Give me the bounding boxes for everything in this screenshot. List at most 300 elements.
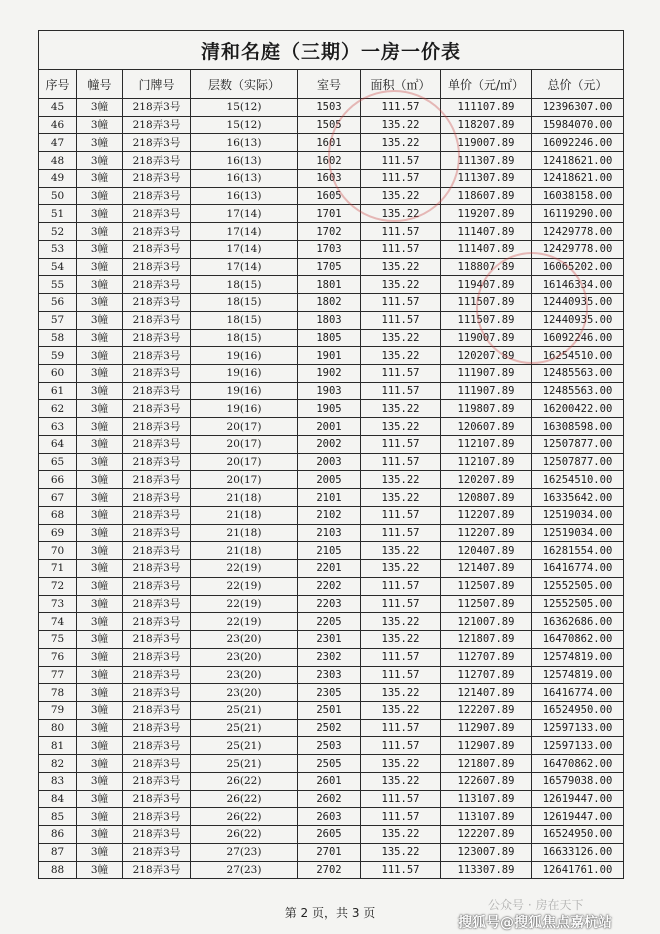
cell-total-price: 16362686.00	[532, 613, 624, 631]
cell-address: 218弄3号	[123, 772, 191, 790]
cell-floor: 20(17)	[191, 471, 298, 489]
cell-unit-price: 120207.89	[441, 471, 532, 489]
table-row	[39, 471, 624, 489]
cell-unit-price: 118607.89	[441, 187, 532, 205]
cell-floor: 20(17)	[191, 418, 298, 436]
cell-unit-price: 111507.89	[441, 311, 532, 329]
cell-address: 218弄3号	[123, 240, 191, 258]
cell-floor: 15(12)	[191, 99, 298, 117]
cell-area: 111.57	[361, 365, 441, 383]
watermark-source: 搜狐号@搜狐焦点嘉杭站	[458, 915, 612, 931]
cell-floor: 26(22)	[191, 808, 298, 826]
cell-room: 2605	[298, 826, 361, 844]
cell-floor: 22(19)	[191, 595, 298, 613]
header-row	[39, 70, 624, 99]
cell-building: 3幢	[77, 843, 123, 861]
cell-building: 3幢	[77, 240, 123, 258]
cell-total-price: 16470862.00	[532, 755, 624, 773]
table-row	[39, 99, 624, 117]
col-header-room: 室号	[298, 70, 361, 99]
cell-unit-price: 121807.89	[441, 631, 532, 649]
cell-address: 218弄3号	[123, 648, 191, 666]
price-table-sheet	[38, 30, 623, 879]
cell-address: 218弄3号	[123, 560, 191, 578]
cell-index: 88	[39, 861, 77, 879]
cell-room: 2001	[298, 418, 361, 436]
cell-index: 76	[39, 648, 77, 666]
cell-index: 58	[39, 329, 77, 347]
cell-building: 3幢	[77, 542, 123, 560]
cell-total-price: 12619447.00	[532, 790, 624, 808]
cell-index: 78	[39, 684, 77, 702]
cell-index: 66	[39, 471, 77, 489]
cell-address: 218弄3号	[123, 826, 191, 844]
cell-building: 3幢	[77, 737, 123, 755]
cell-area: 135.22	[361, 826, 441, 844]
cell-unit-price: 112707.89	[441, 666, 532, 684]
cell-area: 135.22	[361, 187, 441, 205]
cell-unit-price: 112207.89	[441, 506, 532, 524]
table-row	[39, 595, 624, 613]
cell-room: 1802	[298, 294, 361, 312]
cell-building: 3幢	[77, 382, 123, 400]
cell-building: 3幢	[77, 666, 123, 684]
cell-room: 1602	[298, 152, 361, 170]
cell-room: 1703	[298, 240, 361, 258]
cell-floor: 20(17)	[191, 435, 298, 453]
cell-room: 1705	[298, 258, 361, 276]
cell-unit-price: 112507.89	[441, 595, 532, 613]
cell-total-price: 12552505.00	[532, 577, 624, 595]
cell-floor: 16(13)	[191, 187, 298, 205]
cell-room: 2505	[298, 755, 361, 773]
cell-total-price: 16416774.00	[532, 684, 624, 702]
cell-building: 3幢	[77, 772, 123, 790]
cell-area: 135.22	[361, 116, 441, 134]
cell-floor: 25(21)	[191, 737, 298, 755]
table-row	[39, 772, 624, 790]
cell-address: 218弄3号	[123, 187, 191, 205]
table-row	[39, 631, 624, 649]
cell-room: 2502	[298, 719, 361, 737]
cell-total-price: 12507877.00	[532, 453, 624, 471]
cell-total-price: 16416774.00	[532, 560, 624, 578]
cell-area: 135.22	[361, 701, 441, 719]
cell-room: 2602	[298, 790, 361, 808]
cell-floor: 18(15)	[191, 276, 298, 294]
cell-index: 72	[39, 577, 77, 595]
cell-unit-price: 122207.89	[441, 701, 532, 719]
table-row	[39, 311, 624, 329]
cell-index: 55	[39, 276, 77, 294]
cell-address: 218弄3号	[123, 223, 191, 241]
cell-unit-price: 112907.89	[441, 719, 532, 737]
cell-floor: 22(19)	[191, 613, 298, 631]
table-row	[39, 790, 624, 808]
cell-unit-price: 111107.89	[441, 99, 532, 117]
cell-address: 218弄3号	[123, 311, 191, 329]
cell-address: 218弄3号	[123, 843, 191, 861]
cell-room: 2302	[298, 648, 361, 666]
cell-floor: 21(18)	[191, 506, 298, 524]
cell-address: 218弄3号	[123, 595, 191, 613]
col-header-unit-price: 单价（元/㎡）	[441, 70, 532, 99]
cell-address: 218弄3号	[123, 577, 191, 595]
cell-area: 111.57	[361, 861, 441, 879]
table-row	[39, 489, 624, 507]
table-row	[39, 205, 624, 223]
cell-area: 111.57	[361, 737, 441, 755]
cell-total-price: 12485563.00	[532, 382, 624, 400]
cell-total-price: 12619447.00	[532, 808, 624, 826]
cell-building: 3幢	[77, 294, 123, 312]
table-row	[39, 418, 624, 436]
table-row	[39, 453, 624, 471]
cell-unit-price: 112107.89	[441, 435, 532, 453]
cell-index: 75	[39, 631, 77, 649]
cell-unit-price: 121807.89	[441, 755, 532, 773]
cell-floor: 25(21)	[191, 719, 298, 737]
cell-building: 3幢	[77, 577, 123, 595]
cell-floor: 23(20)	[191, 684, 298, 702]
cell-floor: 19(16)	[191, 400, 298, 418]
cell-floor: 23(20)	[191, 666, 298, 684]
cell-unit-price: 118807.89	[441, 258, 532, 276]
cell-building: 3幢	[77, 365, 123, 383]
cell-unit-price: 112207.89	[441, 524, 532, 542]
col-header-area: 面积（㎡）	[361, 70, 441, 99]
cell-address: 218弄3号	[123, 453, 191, 471]
cell-total-price: 16092246.00	[532, 329, 624, 347]
cell-index: 45	[39, 99, 77, 117]
cell-floor: 21(18)	[191, 524, 298, 542]
cell-floor: 25(21)	[191, 701, 298, 719]
cell-building: 3幢	[77, 684, 123, 702]
cell-floor: 19(16)	[191, 382, 298, 400]
cell-building: 3幢	[77, 648, 123, 666]
cell-room: 2501	[298, 701, 361, 719]
cell-index: 87	[39, 843, 77, 861]
table-row	[39, 134, 624, 152]
cell-address: 218弄3号	[123, 347, 191, 365]
cell-floor: 23(20)	[191, 648, 298, 666]
cell-unit-price: 123007.89	[441, 843, 532, 861]
cell-index: 85	[39, 808, 77, 826]
cell-floor: 16(13)	[191, 169, 298, 187]
table-row	[39, 560, 624, 578]
cell-address: 218弄3号	[123, 737, 191, 755]
table-row	[39, 755, 624, 773]
cell-unit-price: 119007.89	[441, 329, 532, 347]
cell-index: 77	[39, 666, 77, 684]
cell-building: 3幢	[77, 755, 123, 773]
cell-area: 111.57	[361, 169, 441, 187]
cell-unit-price: 111907.89	[441, 365, 532, 383]
cell-unit-price: 121407.89	[441, 684, 532, 702]
cell-total-price: 12519034.00	[532, 524, 624, 542]
table-row	[39, 435, 624, 453]
price-table	[38, 30, 624, 879]
cell-floor: 26(22)	[191, 772, 298, 790]
cell-total-price: 12519034.00	[532, 506, 624, 524]
cell-total-price: 12574819.00	[532, 648, 624, 666]
cell-floor: 18(15)	[191, 294, 298, 312]
cell-total-price: 12597133.00	[532, 737, 624, 755]
table-row	[39, 187, 624, 205]
cell-room: 2102	[298, 506, 361, 524]
cell-total-price: 15984070.00	[532, 116, 624, 134]
cell-total-price: 12440935.00	[532, 294, 624, 312]
cell-total-price: 16524950.00	[532, 701, 624, 719]
cell-total-price: 12485563.00	[532, 365, 624, 383]
cell-total-price: 16200422.00	[532, 400, 624, 418]
col-header-index: 序号	[39, 70, 77, 99]
cell-area: 135.22	[361, 134, 441, 152]
cell-area: 111.57	[361, 719, 441, 737]
cell-unit-price: 122207.89	[441, 826, 532, 844]
cell-unit-price: 118207.89	[441, 116, 532, 134]
cell-unit-price: 112107.89	[441, 453, 532, 471]
watermark-account: 公众号 · 房在天下	[488, 898, 584, 912]
cell-index: 83	[39, 772, 77, 790]
table-row	[39, 152, 624, 170]
cell-room: 2503	[298, 737, 361, 755]
cell-room: 1803	[298, 311, 361, 329]
cell-room: 2105	[298, 542, 361, 560]
cell-total-price: 12429778.00	[532, 240, 624, 258]
cell-area: 135.22	[361, 631, 441, 649]
cell-building: 3幢	[77, 152, 123, 170]
cell-index: 61	[39, 382, 77, 400]
cell-total-price: 12418621.00	[532, 152, 624, 170]
cell-room: 2301	[298, 631, 361, 649]
cell-index: 81	[39, 737, 77, 755]
cell-address: 218弄3号	[123, 471, 191, 489]
cell-floor: 19(16)	[191, 365, 298, 383]
cell-index: 60	[39, 365, 77, 383]
cell-unit-price: 119007.89	[441, 134, 532, 152]
cell-room: 1905	[298, 400, 361, 418]
cell-building: 3幢	[77, 808, 123, 826]
cell-address: 218弄3号	[123, 152, 191, 170]
cell-building: 3幢	[77, 826, 123, 844]
col-header-address: 门牌号	[123, 70, 191, 99]
table-row	[39, 737, 624, 755]
cell-address: 218弄3号	[123, 116, 191, 134]
cell-total-price: 12418621.00	[532, 169, 624, 187]
cell-building: 3幢	[77, 453, 123, 471]
cell-floor: 17(14)	[191, 258, 298, 276]
cell-room: 2601	[298, 772, 361, 790]
cell-room: 2205	[298, 613, 361, 631]
cell-area: 135.22	[361, 843, 441, 861]
cell-floor: 25(21)	[191, 755, 298, 773]
cell-address: 218弄3号	[123, 631, 191, 649]
cell-address: 218弄3号	[123, 808, 191, 826]
cell-address: 218弄3号	[123, 400, 191, 418]
cell-floor: 27(23)	[191, 861, 298, 879]
cell-unit-price: 111307.89	[441, 152, 532, 170]
cell-total-price: 16038158.00	[532, 187, 624, 205]
cell-index: 57	[39, 311, 77, 329]
cell-unit-price: 122607.89	[441, 772, 532, 790]
cell-room: 2303	[298, 666, 361, 684]
cell-area: 111.57	[361, 240, 441, 258]
cell-unit-price: 120407.89	[441, 542, 532, 560]
cell-address: 218弄3号	[123, 524, 191, 542]
table-row	[39, 524, 624, 542]
cell-building: 3幢	[77, 790, 123, 808]
cell-room: 1605	[298, 187, 361, 205]
cell-index: 53	[39, 240, 77, 258]
cell-floor: 26(22)	[191, 790, 298, 808]
cell-area: 135.22	[361, 560, 441, 578]
cell-address: 218弄3号	[123, 169, 191, 187]
cell-building: 3幢	[77, 489, 123, 507]
cell-building: 3幢	[77, 471, 123, 489]
cell-floor: 21(18)	[191, 542, 298, 560]
cell-building: 3幢	[77, 524, 123, 542]
cell-unit-price: 120807.89	[441, 489, 532, 507]
cell-room: 1902	[298, 365, 361, 383]
table-row	[39, 648, 624, 666]
cell-room: 2003	[298, 453, 361, 471]
table-row	[39, 240, 624, 258]
cell-room: 1603	[298, 169, 361, 187]
cell-index: 71	[39, 560, 77, 578]
cell-total-price: 16579038.00	[532, 772, 624, 790]
cell-room: 1503	[298, 99, 361, 117]
cell-area: 135.22	[361, 684, 441, 702]
cell-area: 135.22	[361, 258, 441, 276]
cell-index: 84	[39, 790, 77, 808]
cell-unit-price: 119807.89	[441, 400, 532, 418]
cell-index: 48	[39, 152, 77, 170]
cell-total-price: 16092246.00	[532, 134, 624, 152]
cell-area: 135.22	[361, 471, 441, 489]
cell-area: 111.57	[361, 382, 441, 400]
cell-room: 2101	[298, 489, 361, 507]
cell-unit-price: 113307.89	[441, 861, 532, 879]
cell-floor: 18(15)	[191, 311, 298, 329]
cell-address: 218弄3号	[123, 755, 191, 773]
cell-floor: 22(19)	[191, 577, 298, 595]
table-row	[39, 400, 624, 418]
cell-area: 111.57	[361, 152, 441, 170]
cell-floor: 21(18)	[191, 489, 298, 507]
cell-unit-price: 119207.89	[441, 205, 532, 223]
cell-index: 74	[39, 613, 77, 631]
cell-unit-price: 111507.89	[441, 294, 532, 312]
cell-address: 218弄3号	[123, 861, 191, 879]
cell-unit-price: 112507.89	[441, 577, 532, 595]
table-row	[39, 826, 624, 844]
cell-total-price: 12429778.00	[532, 223, 624, 241]
cell-area: 111.57	[361, 99, 441, 117]
cell-area: 135.22	[361, 542, 441, 560]
cell-unit-price: 111407.89	[441, 240, 532, 258]
cell-total-price: 12507877.00	[532, 435, 624, 453]
cell-unit-price: 120607.89	[441, 418, 532, 436]
cell-building: 3幢	[77, 187, 123, 205]
table-row	[39, 843, 624, 861]
cell-building: 3幢	[77, 276, 123, 294]
cell-floor: 23(20)	[191, 631, 298, 649]
cell-room: 1801	[298, 276, 361, 294]
cell-building: 3幢	[77, 400, 123, 418]
cell-building: 3幢	[77, 116, 123, 134]
cell-area: 135.22	[361, 613, 441, 631]
cell-building: 3幢	[77, 435, 123, 453]
table-row	[39, 116, 624, 134]
table-row	[39, 329, 624, 347]
cell-room: 2701	[298, 843, 361, 861]
cell-area: 135.22	[361, 347, 441, 365]
cell-floor: 17(14)	[191, 223, 298, 241]
cell-total-price: 12574819.00	[532, 666, 624, 684]
cell-unit-price: 120207.89	[441, 347, 532, 365]
table-row	[39, 276, 624, 294]
cell-building: 3幢	[77, 99, 123, 117]
cell-room: 2202	[298, 577, 361, 595]
cell-room: 1505	[298, 116, 361, 134]
cell-building: 3幢	[77, 134, 123, 152]
cell-building: 3幢	[77, 311, 123, 329]
cell-total-price: 12440935.00	[532, 311, 624, 329]
cell-total-price: 12641761.00	[532, 861, 624, 879]
cell-index: 62	[39, 400, 77, 418]
cell-area: 135.22	[361, 276, 441, 294]
col-header-total-price: 总价（元）	[532, 70, 624, 99]
cell-address: 218弄3号	[123, 418, 191, 436]
table-row	[39, 506, 624, 524]
cell-total-price: 12396307.00	[532, 99, 624, 117]
cell-unit-price: 113107.89	[441, 790, 532, 808]
cell-total-price: 16470862.00	[532, 631, 624, 649]
table-row	[39, 365, 624, 383]
cell-address: 218弄3号	[123, 365, 191, 383]
cell-area: 135.22	[361, 400, 441, 418]
cell-building: 3幢	[77, 329, 123, 347]
cell-area: 111.57	[361, 577, 441, 595]
col-header-floor: 层数（实际）	[191, 70, 298, 99]
table-row	[39, 613, 624, 631]
cell-total-price: 16119290.00	[532, 205, 624, 223]
cell-building: 3幢	[77, 258, 123, 276]
cell-address: 218弄3号	[123, 329, 191, 347]
cell-index: 54	[39, 258, 77, 276]
cell-total-price: 12597133.00	[532, 719, 624, 737]
cell-index: 49	[39, 169, 77, 187]
cell-room: 2002	[298, 435, 361, 453]
cell-floor: 20(17)	[191, 453, 298, 471]
cell-total-price: 12552505.00	[532, 595, 624, 613]
cell-address: 218弄3号	[123, 382, 191, 400]
cell-address: 218弄3号	[123, 790, 191, 808]
cell-address: 218弄3号	[123, 666, 191, 684]
table-row	[39, 258, 624, 276]
cell-building: 3幢	[77, 719, 123, 737]
page-footer: 第 2 页，共 3 页	[284, 906, 376, 920]
cell-floor: 16(13)	[191, 134, 298, 152]
cell-total-price: 16335642.00	[532, 489, 624, 507]
cell-index: 65	[39, 453, 77, 471]
cell-address: 218弄3号	[123, 489, 191, 507]
table-row	[39, 294, 624, 312]
cell-total-price: 16254510.00	[532, 347, 624, 365]
table-row	[39, 701, 624, 719]
cell-index: 63	[39, 418, 77, 436]
